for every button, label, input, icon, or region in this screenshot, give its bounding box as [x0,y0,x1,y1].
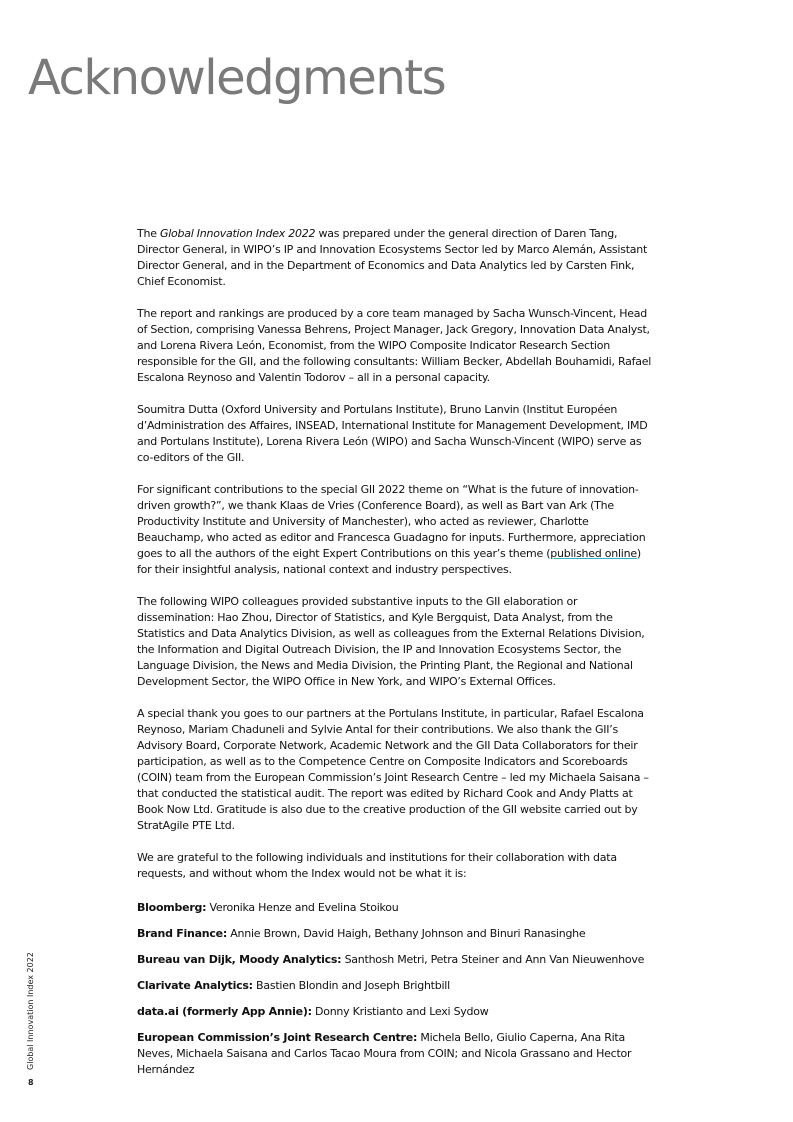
partners-paragraph: A special thank you goes to our partners at the Portulans Institute, in particular, Rafael Escalona Reynoso, Mariam Chaduneli and Sylvie Antal for their contributions. We also thank the GII’s Advisory Board, Corporate Network, Academic Network and the GII Data Collaborators for their participation, as well as to the Competence Centre on Composite Indicators and Scoreboards (COIN) team from the European Commission’s Joint Research Centre – led my Michaela Saisana – that conducted the statistical audit. The report was edited by Richard Cook and Andy Platts at Book Now Ltd. Gratitude is also due to the creative production of the GII website carried out by StratAgile PTE Ltd. [137,707,649,832]
report-title-italic: Global Innovation Index 2022 [159,227,316,240]
collaborator-people: Veronika Henze and Evelina Stoikou [206,901,399,914]
theme-contributions-paragraph [137,482,657,578]
collaborator-entry [137,1030,657,1078]
collaborator-org: Bloomberg: [137,901,207,914]
intro-paragraph [137,226,657,290]
data-collaborators-intro: We are grateful to the following individuals and institutions for their collaboration with data requests, and without whom the Index would not be what it is: [137,851,617,880]
collaborator-people: Donny Kristianto and Lexi Sydow [311,1005,489,1018]
collaborator-entry [137,952,657,968]
wipo-colleagues-paragraph: The following WIPO colleagues provided substantive inputs to the GII elaboration or dissemination: Hao Zhou, Director of Statistics, and Kyle Bergquist, Data Analyst, from the Statistics and Data Analytics Division, as well as colleagues from the External Relations Division, the Information and Digital Outreach Division, the IP and Innovation Ecosystems Sector, the Language Division, the News and Media Division, the Printing Plant, the Regional and National Development Sector, the WIPO Office in New York, and WIPO’s External Offices. [137,595,645,688]
collaborator-entry [137,926,657,942]
core-team-paragraph: The report and rankings are produced by a core team managed by Sacha Wunsch-Vincent, Head of Section, comprising Vanessa Behrens, Project Manager, Jack Gregory, Innovation Data Analyst, and Lorena Rivera León, Economist, from the WIPO Composite Indicator Research Section responsible for the GII, and the following consultants: William Becker, Abdellah Bouhamidi, Rafael Escalona Reynoso and Valentin Todorov – all in a personal capacity. [137,307,652,384]
intro-paragraph-rest: was prepared under the general direction of Daren Tang, Director General, in WIPO’s IP and Innovation Ecosystems Sector led by Marco Alemán, Assistant Director General, and in the Department of Economics and Data Analytics led by Carsten Fink, Chief Economist. [137,227,648,288]
intro-paragraph-lead: The [137,227,160,240]
collaborator-org: Bureau van Dijk, Moody Analytics: [137,953,342,966]
collaborator-entry [137,978,657,994]
collaborator-org: European Commission’s Joint Research Centre: [137,1031,418,1044]
theme-contributions-lead: For significant contributions to the special GII 2022 theme on “What is the future of innovation-driven growth?”, we thank Klaas de Vries (Conference Board), as well as Bart van Ark (The Productivity Institute and University of Manchester), who acted as reviewer, Charlotte Beauchamp, who acted as editor and Francesca Guadagno for inputs. Furthermore, appreciation goes to all the authors of the eight Expert Contributions on this year’s theme ( [137,483,646,560]
collaborator-org: Clarivate Analytics: [137,979,253,992]
co-editors-paragraph: Soumitra Dutta (Oxford University and Portulans Institute), Bruno Lanvin (Institut Européen d’Administration des Affaires, INSEAD, International Institute for Management Development, IMD and Portulans Institute), Lorena Rivera León (WIPO) and Sacha Wunsch-Vincent (WIPO) serve as co-editors of the GII. [137,403,648,464]
published-online-link[interactable]: published online [550,547,637,560]
collaborator-entry [137,900,657,916]
page-number: 8 [28,1078,34,1087]
theme-contributions-rest: ) for their insightful analysis, national context and industry perspectives. [137,547,641,576]
collaborator-people: Michela Bello, Giulio Caperna, Ana Rita Neves, Michaela Saisana and Carlos Tacao Moura from COIN; and Nicola Grassano and Hector Hernández [137,1031,632,1076]
acknowledgments-body [137,226,657,1078]
collaborator-org: data.ai (formerly App Annie): [137,1005,312,1018]
page-title: Acknowledgments [28,50,446,106]
collaborator-entry [137,1004,657,1020]
collaborator-people: Annie Brown, David Haigh, Bethany Johnson and Binuri Ranasinghe [227,927,586,940]
collaborator-people: Santhosh Metri, Petra Steiner and Ann Van Nieuwenhove [341,953,645,966]
collaborator-org: Brand Finance: [137,927,228,940]
publication-side-label: Global Innovation Index 2022 [26,952,35,1070]
collaborator-people: Bastien Blondin and Joseph Brightbill [252,979,450,992]
